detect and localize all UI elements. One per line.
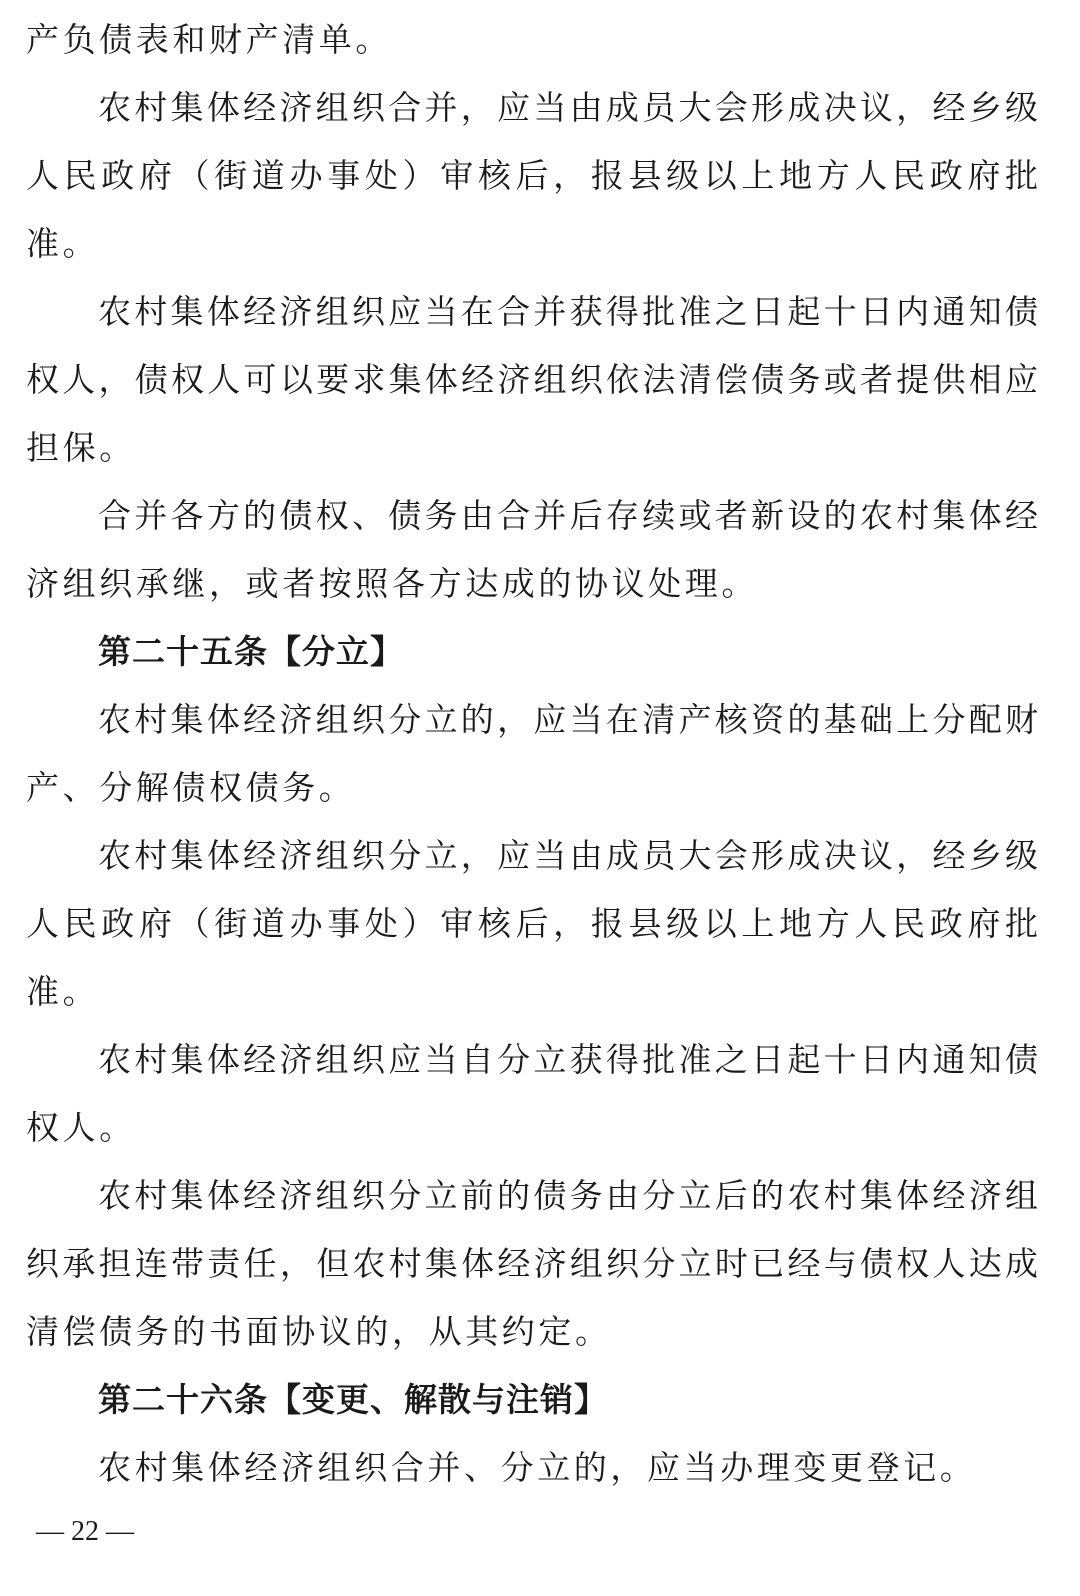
text-line: 产负债表和财产清单。	[26, 20, 392, 59]
article-heading: 第二十六条【变更、解散与注销】	[98, 1380, 608, 1419]
text-line: 清偿债务的书面协议的，从其约定。	[26, 1312, 612, 1351]
text-line: 农村集体经济组织分立前的债务由分立后的农村集体经济组	[98, 1176, 1038, 1215]
text-line: 合并各方的债权、债务由合并后存续或者新设的农村集体经	[98, 496, 1038, 535]
text-line: 权人，债权人可以要求集体经济组织依法清偿债务或者提供相应	[26, 360, 1038, 399]
text-line: 准。	[26, 224, 100, 263]
text-line: 农村集体经济组织合并，应当由成员大会形成决议，经乡级	[98, 88, 1038, 127]
text-line: 农村集体经济组织应当自分立获得批准之日起十日内通知债	[98, 1040, 1038, 1079]
text-line: 产、分解债权债务。	[26, 768, 356, 807]
text-line: 农村集体经济组织应当在合并获得批准之日起十日内通知债	[98, 292, 1038, 331]
text-line: 权人。	[26, 1108, 136, 1147]
text-line: 织承担连带责任，但农村集体经济组织分立时已经与债权人达成	[26, 1244, 1038, 1283]
text-line: 济组织承继，或者按照各方达成的协议处理。	[26, 564, 758, 603]
text-line: 农村集体经济组织分立的，应当在清产核资的基础上分配财	[98, 700, 1038, 739]
text-line: 人民政府（街道办事处）审核后，报县级以上地方人民政府批	[26, 904, 1038, 943]
page-number: — 22 —	[36, 1516, 134, 1547]
text-line: 准。	[26, 972, 100, 1011]
text-line: 农村集体经济组织分立，应当由成员大会形成决议，经乡级	[98, 836, 1038, 875]
text-line: 担保。	[26, 428, 136, 467]
text-line: 农村集体经济组织合并、分立的，应当办理变更登记。	[98, 1448, 977, 1487]
article-heading: 第二十五条【分立】	[98, 632, 404, 671]
text-line: 人民政府（街道办事处）审核后，报县级以上地方人民政府批	[26, 156, 1038, 195]
